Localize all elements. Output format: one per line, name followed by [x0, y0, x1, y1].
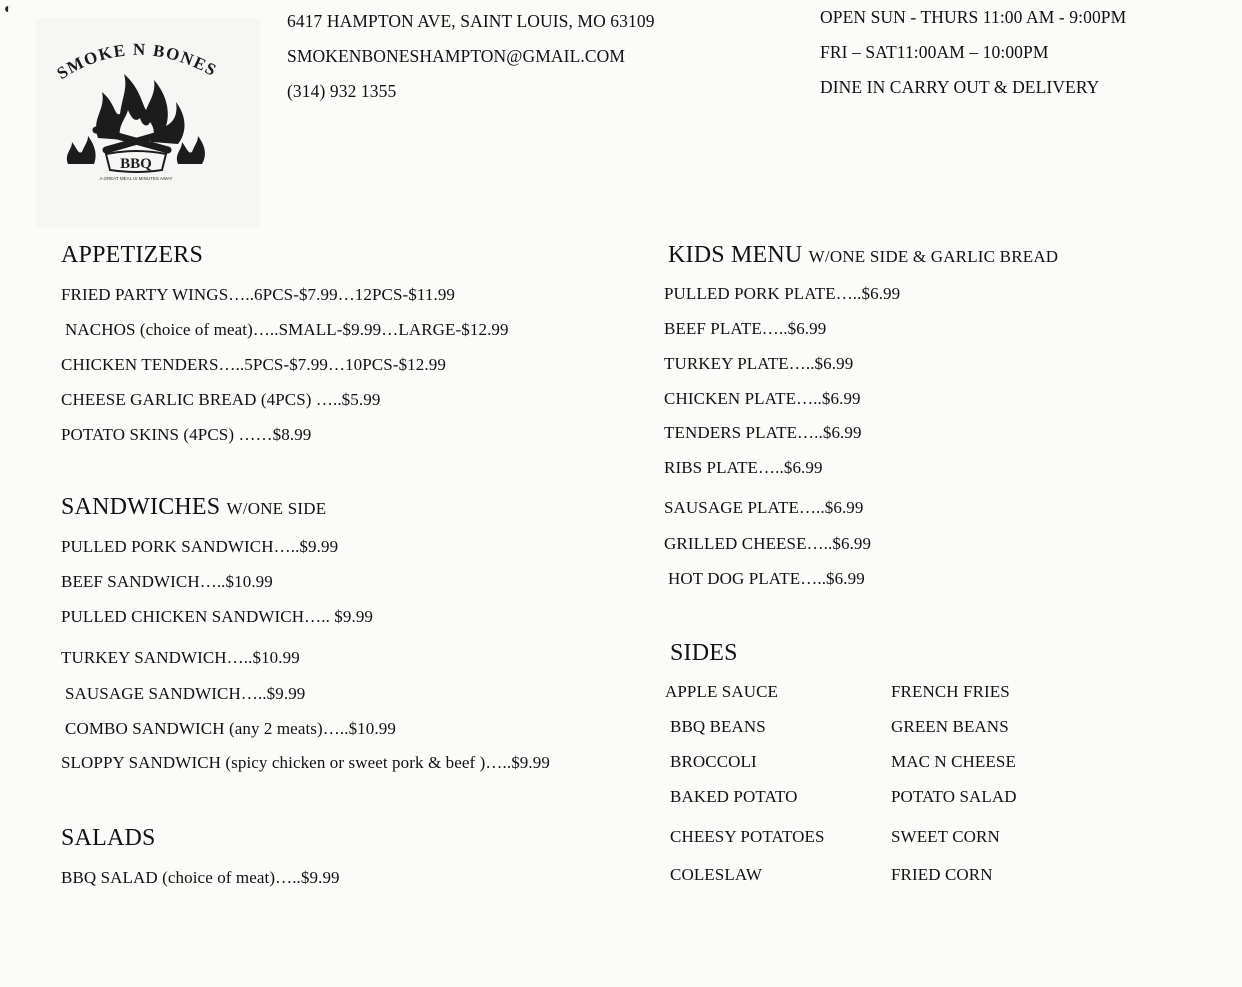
brand-name: SMOKE N BONES	[53, 39, 221, 83]
side-item: CHEESY POTATOES	[670, 827, 825, 846]
phone: (314) 932 1355	[287, 81, 397, 101]
salad-item: BBQ SALAD (choice of meat)…..$9.99	[61, 868, 340, 887]
brand-tagline: A GREAT MEAL IS MINUTES AWAY	[99, 176, 173, 181]
sandwich-item: SLOPPY SANDWICH (spicy chicken or sweet pork & beef )…..$9.99	[61, 753, 550, 772]
salads-heading: SALADS	[61, 825, 156, 851]
kids-menu-item: SAUSAGE PLATE…..$6.99	[664, 498, 864, 517]
service-options: DINE IN CARRY OUT & DELIVERY	[820, 77, 1100, 97]
sandwich-item: TURKEY SANDWICH…..$10.99	[61, 648, 300, 667]
appetizer-item: NACHOS (choice of meat)…..SMALL-$9.99…LARGE-$12.99	[65, 320, 509, 339]
bbq-badge	[106, 151, 166, 172]
address: 6417 HAMPTON AVE, SAINT LOUIS, MO 63109	[287, 11, 655, 31]
svg-text:BBQ: BBQ	[120, 156, 152, 172]
side-item: BBQ BEANS	[670, 717, 766, 736]
sandwich-item: COMBO SANDWICH (any 2 meats)…..$10.99	[65, 719, 396, 738]
appetizer-item: POTATO SKINS (4PCS) ……$8.99	[61, 425, 312, 444]
kids-menu-item: PULLED PORK PLATE…..$6.99	[664, 284, 901, 303]
sides-heading: SIDES	[670, 640, 738, 666]
kids-menu-item: GRILLED CHEESE…..$6.99	[664, 534, 872, 553]
hours-weekend: FRI – SAT11:00AM – 10:00PM	[820, 42, 1049, 62]
kids-menu-heading	[668, 242, 1058, 269]
sandwich-item: PULLED CHICKEN SANDWICH….. $9.99	[61, 607, 374, 626]
kids-menu-subtitle: W/ONE SIDE & GARLIC BREAD	[808, 247, 1059, 266]
kids-menu-item: TENDERS PLATE…..$6.99	[664, 423, 862, 442]
side-item: FRENCH FRIES	[891, 682, 1010, 701]
sandwich-item: BEEF SANDWICH…..$10.99	[61, 572, 273, 591]
side-item: APPLE SAUCE	[665, 682, 779, 701]
side-item: FRIED CORN	[891, 865, 993, 884]
kids-menu-item: TURKEY PLATE…..$6.99	[664, 354, 854, 373]
sandwiches-title: SANDWICHES	[61, 494, 221, 520]
logo-graphic	[36, 18, 260, 228]
logo	[36, 18, 260, 228]
side-item: GREEN BEANS	[891, 717, 1009, 736]
corner-mark: ◐	[4, 2, 13, 17]
sandwich-item: PULLED PORK SANDWICH…..$9.99	[61, 537, 339, 556]
kids-menu-item: BEEF PLATE…..$6.99	[664, 319, 827, 338]
appetizers-heading: APPETIZERS	[61, 242, 204, 268]
kids-menu-item: HOT DOG PLATE…..$6.99	[668, 569, 865, 588]
kids-menu-title: KIDS MENU	[668, 242, 803, 268]
appetizer-item: CHICKEN TENDERS…..5PCS-$7.99…10PCS-$12.99	[61, 355, 446, 374]
sandwiches-subtitle: W/ONE SIDE	[226, 499, 327, 518]
kids-menu-item: RIBS PLATE…..$6.99	[664, 458, 823, 477]
side-item: BROCCOLI	[670, 752, 757, 771]
hours-weekday: OPEN SUN - THURS 11:00 AM - 9:00PM	[820, 7, 1127, 27]
appetizer-item: CHEESE GARLIC BREAD (4PCS) …..$5.99	[61, 390, 381, 409]
sandwiches-heading	[61, 494, 326, 521]
side-item: POTATO SALAD	[891, 787, 1017, 806]
sandwich-item: SAUSAGE SANDWICH…..$9.99	[65, 684, 306, 703]
side-item: MAC N CHEESE	[891, 752, 1016, 771]
email: SMOKENBONESHAMPTON@GMAIL.COM	[287, 46, 625, 66]
appetizer-item: FRIED PARTY WINGS…..6PCS-$7.99…12PCS-$11.99	[61, 285, 456, 304]
kids-menu-item: CHICKEN PLATE…..$6.99	[664, 389, 861, 408]
side-item: SWEET CORN	[891, 827, 1000, 846]
side-item: BAKED POTATO	[670, 787, 798, 806]
side-item: COLESLAW	[670, 865, 762, 884]
